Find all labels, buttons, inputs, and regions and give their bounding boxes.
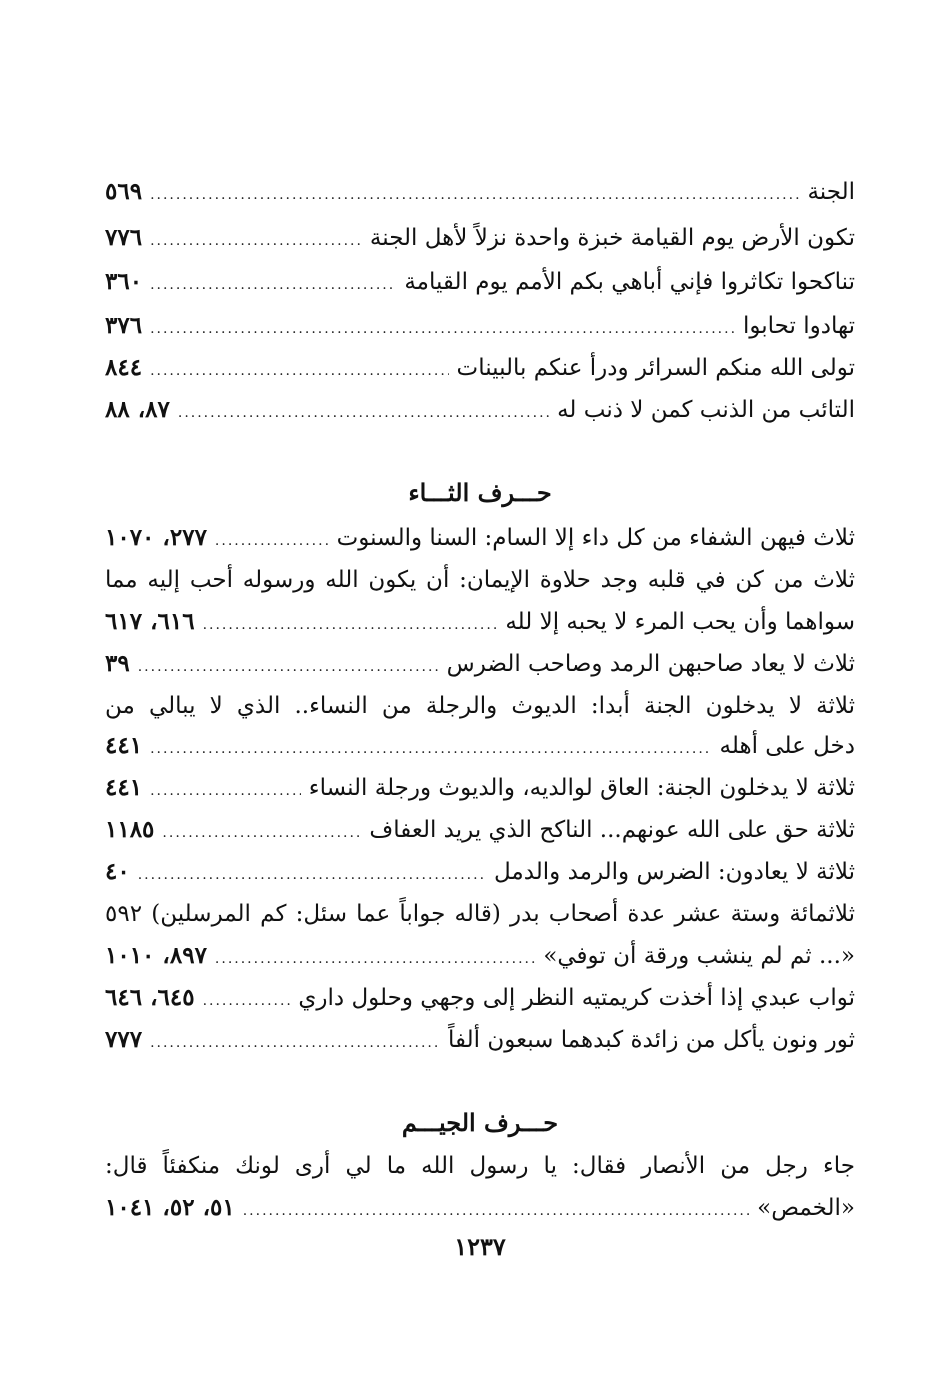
entry-pages: ٢٧٧، ١٠٧٠ [105, 524, 207, 551]
index-entry [105, 306, 855, 346]
entry-pages: ٤٤١ [105, 774, 143, 801]
entry-pages: ٥١، ٥٢، ١٠٤١ [105, 1194, 235, 1221]
leader-dots [178, 393, 549, 433]
leader-dots [203, 981, 291, 1021]
entry-pages: ٣٩ [105, 650, 130, 677]
entry-text: دخل على أهله [719, 733, 855, 759]
entry-pages: ٦٤٥، ٦٤٦ [105, 984, 195, 1011]
leader-dots [243, 1191, 749, 1231]
entry-text: ثواب عبدي إذا أخذت كريمتيه النظر إلى وجهي وحلول داري [298, 985, 855, 1011]
entry-pages: ٣٦٠ [105, 268, 143, 295]
entry-pages: ٨٧، ٨٨ [105, 396, 170, 423]
index-entry [105, 262, 855, 302]
entry-pages: ١١٨٥ [105, 816, 155, 843]
entry-text: التائب من الذنب كمن لا ذنب له [557, 397, 855, 423]
entry-pages: ٨٩٧، ١٠١٠ [105, 942, 207, 969]
index-entry [105, 390, 855, 430]
entry-text: «... ثم لم ينشب ورقة أن توفي» [543, 943, 855, 969]
index-entry [105, 348, 855, 388]
entry-text: ثلاثة لا يعادون: الضرس والرمد والدمل [493, 859, 855, 885]
leader-dots [150, 309, 735, 349]
section-heading-tha: حـــرف الثـــاء [408, 478, 552, 507]
entry-text: تولى الله منكم السرائر ودرأ عنكم بالبينات [456, 355, 855, 381]
index-entry [105, 644, 855, 684]
leader-dots [203, 605, 498, 645]
leader-dots [150, 221, 362, 261]
index-entry [105, 218, 855, 258]
entry-text: تهادوا تحابوا [743, 313, 855, 339]
entry-pages: ٥٦٩ [105, 178, 143, 205]
entry-text-line: ثلاثة لا يدخلون الجنة أبدا: الديوث والرجلة من النساء.. الذي لا يبالي من [105, 693, 855, 719]
index-entry [105, 810, 855, 850]
entry-text: ثور ونون يأكل من زائدة كبدهما سبعون ألفاً [448, 1027, 855, 1053]
index-entry [105, 172, 855, 212]
entry-text: ثلاث فيهن الشفاء من كل داء إلا السام: السنا والسنوت [336, 525, 855, 551]
entry-text: سواهما وأن يحب المرء لا يحبه إلا لله [505, 609, 855, 635]
index-entry [105, 768, 855, 808]
entry-text: ثلاثة لا يدخلون الجنة: العاق لوالديه، والديوث ورجلة النساء [308, 775, 855, 801]
entry-text: الجنة [807, 179, 855, 205]
entry-pages: ٨٤٤ [105, 354, 143, 381]
entry-pages: ٧٧٧ [105, 1026, 143, 1053]
entry-text: تناكحوا تكاثروا فإني أباهي بكم الأمم يوم القيامة [404, 269, 855, 295]
entry-pages: ٤٤١ [105, 732, 143, 759]
entry-pages: ٤٠ [105, 858, 130, 885]
index-entry [105, 936, 855, 976]
index-page [105, 0, 855, 1390]
leader-dots [150, 351, 448, 391]
index-entry [105, 518, 855, 558]
entry-text: ثلاثة حق على الله عونهم... الناكح الذي يريد العفاف [369, 817, 855, 843]
entry-text: ثلاث لا يعاد صاحبهن الرمد وصاحب الضرس [446, 651, 855, 677]
leader-dots [150, 265, 396, 305]
leader-dots [215, 521, 329, 561]
index-entry [105, 1188, 855, 1228]
index-entry [105, 726, 855, 766]
entry-text-line: ثلاث من كن في قلبه وجد حلاوة الإيمان: أن يكون الله ورسوله أحب إليه مما [105, 567, 855, 593]
entry-text-line: جاء رجل من الأنصار فقال: يا رسول الله ما لي أرى لونك منكفئاً قال: [105, 1153, 855, 1179]
entry-pages: ٦١٦، ٦١٧ [105, 608, 195, 635]
index-entry [105, 1020, 855, 1060]
leader-dots [138, 855, 486, 895]
leader-dots [150, 1023, 440, 1063]
leader-dots [150, 771, 301, 811]
entry-pages: ٣٧٦ [105, 312, 143, 339]
leader-dots [138, 647, 439, 687]
section-heading-jim: حـــرف الجيـــم [401, 1108, 559, 1137]
entry-text-line: ثلاثمائة وستة عشر عدة أصحاب بدر (قاله جواباً عما سئل: كم المرسلين) ٥٩٢ [105, 901, 855, 927]
index-entry [105, 978, 855, 1018]
leader-dots [150, 175, 799, 215]
leader-dots [215, 939, 535, 979]
leader-dots [162, 813, 361, 853]
entry-pages: ٧٧٦ [105, 224, 143, 251]
page-number: ١٢٣٧ [454, 1232, 506, 1261]
entry-text: «الخمص» [757, 1195, 855, 1221]
index-entry [105, 602, 855, 642]
entry-text: تكون الأرض يوم القيامة خبزة واحدة نزلاً لأهل الجنة [369, 225, 855, 251]
leader-dots [150, 729, 711, 769]
index-entry [105, 852, 855, 892]
